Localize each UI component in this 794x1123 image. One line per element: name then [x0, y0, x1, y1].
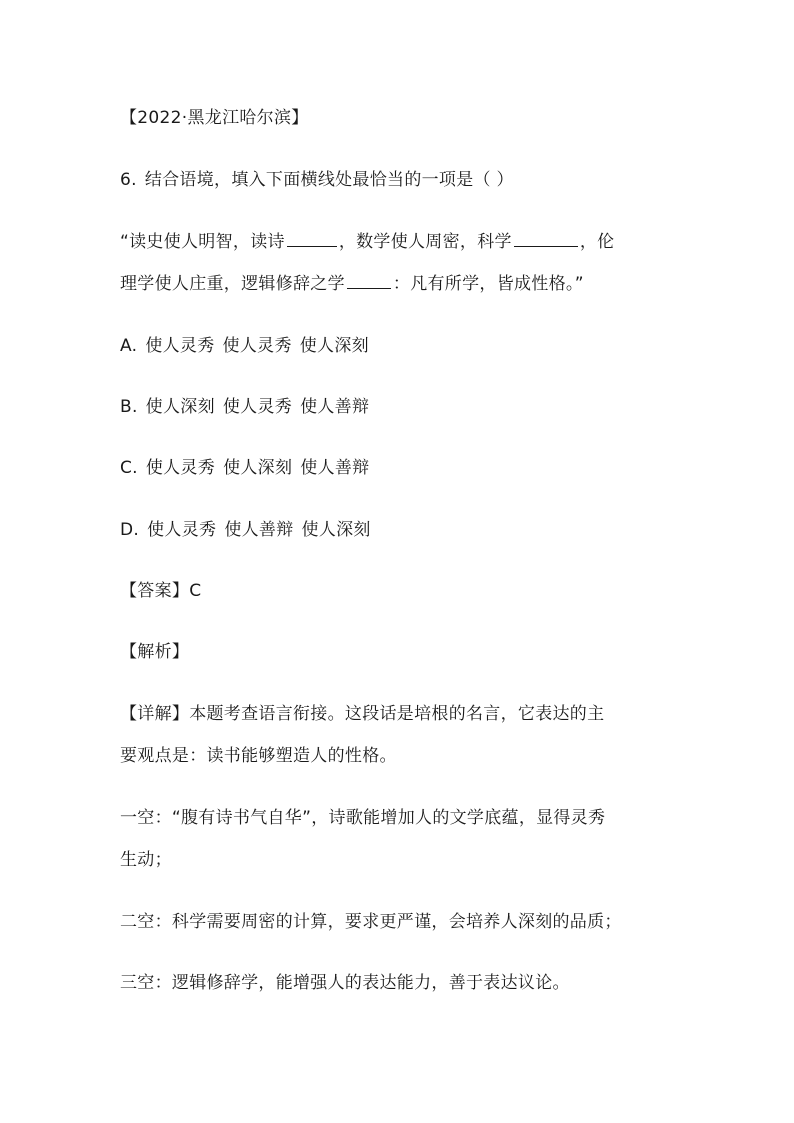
option-choice-2: 使人深刻 — [223, 458, 293, 478]
quote-part-2: ，数学使人周密，科学 — [338, 232, 512, 252]
option-choice-1: 使人深刻 — [145, 397, 215, 417]
question-stem — [120, 168, 514, 192]
detail-text-1: 本题考查语言衔接。这段话是培根的名言，它表达的主 — [189, 704, 605, 724]
quote-part-1: “读史使人明智，读诗 — [120, 232, 285, 252]
option-letter: A. — [120, 336, 138, 356]
blank2-explanation: 二空：科学需要周密的计算，要求更严谨，会培养人深刻的品质； — [120, 912, 622, 932]
option-choice-3: 使人深刻 — [299, 336, 369, 356]
fill-blank-1 — [287, 230, 337, 247]
detail-label: 【详解】 — [120, 704, 190, 724]
option-letter: D. — [120, 520, 140, 540]
option-c — [120, 456, 369, 480]
source-tag: 【2022·黑龙江哈尔滨】 — [120, 108, 309, 128]
answer-line — [120, 579, 201, 603]
option-choice-1: 使人灵秀 — [145, 336, 215, 356]
blank1-explanation-line-2: 生动； — [120, 850, 172, 870]
question-number: 6. — [120, 170, 137, 190]
option-a — [120, 334, 369, 358]
option-choice-3: 使人深刻 — [301, 520, 371, 540]
option-b — [120, 395, 369, 419]
option-choice-2: 使人善辩 — [224, 520, 294, 540]
option-choice-2: 使人灵秀 — [222, 397, 293, 417]
option-choice-2: 使人灵秀 — [222, 336, 292, 356]
option-choice-3: 使人善辩 — [300, 458, 370, 478]
quote-part-4: 理学使人庄重，逻辑修辞之学 — [120, 274, 345, 294]
answer-value: C — [189, 581, 202, 601]
detail-line-2: 要观点是：读书能够塑造人的性格。 — [120, 746, 397, 766]
option-choice-1: 使人灵秀 — [147, 520, 217, 540]
option-choice-1: 使人灵秀 — [145, 458, 216, 478]
quote-part-5: ：凡有所学，皆成性格。” — [392, 274, 584, 294]
detail-line-1 — [120, 702, 604, 726]
blank3-explanation: 三空：逻辑修辞学，能增强人的表达能力，善于表达议论。 — [120, 973, 570, 993]
blank1-explanation-line-1: 一空：“腹有诗书气自华”，诗歌能增加人的文学底蕴，显得灵秀 — [120, 808, 606, 828]
answer-label: 【答案】 — [120, 581, 190, 601]
option-letter: C. — [120, 458, 138, 478]
option-d — [120, 518, 371, 542]
quote-line-2 — [120, 272, 584, 296]
fill-blank-3 — [347, 272, 391, 289]
fill-blank-2 — [514, 230, 578, 247]
analysis-label: 【解析】 — [120, 642, 190, 662]
option-choice-3: 使人善辩 — [300, 397, 370, 417]
quote-part-3: ，伦 — [579, 232, 615, 252]
question-text: 结合语境，填入下面横线处最恰当的一项是（ ） — [144, 170, 514, 190]
option-letter: B. — [120, 397, 138, 417]
quote-line-1 — [120, 230, 614, 254]
